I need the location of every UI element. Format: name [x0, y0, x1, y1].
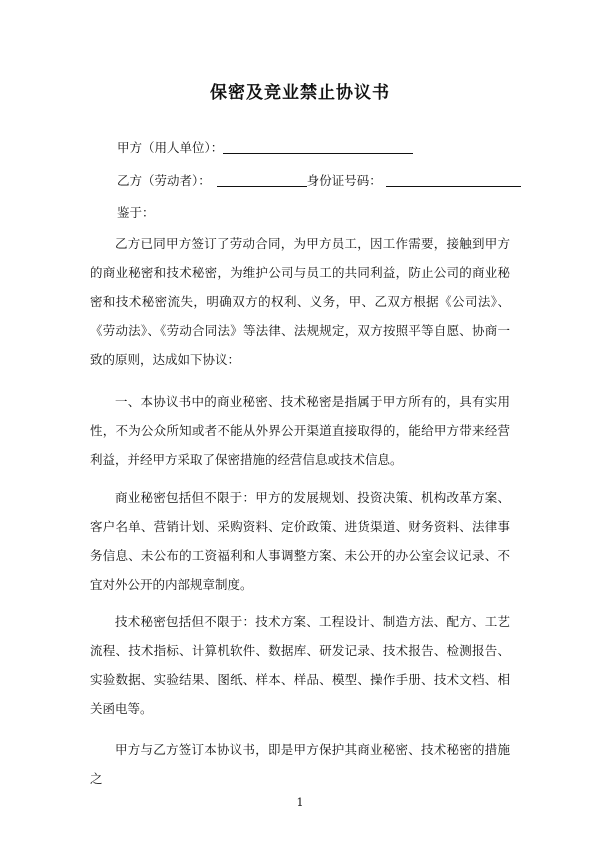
paragraph-business-secrets: 商业秘密包括但不限于：甲方的发展规划、投资决策、机构改革方案、客户名单、营销计划、采购资料、定价政策、进货渠道、财务资料、法律事务信息、未公布的工资福利和人事调整方案、未公开的办公室会议记录、不宜对外公开的内部规章制度。	[90, 490, 510, 592]
party-b-line	[117, 171, 521, 191]
whereas-label: 鉴于：	[117, 205, 155, 220]
party-a-label: 甲方（用人单位）：	[117, 140, 224, 155]
page-number: 1	[296, 796, 304, 809]
party-a-blank[interactable]	[223, 139, 413, 154]
party-a-line	[117, 138, 413, 158]
paragraph-technical-secrets: 技术秘密包括但不限于：技术方案、工程设计、制造方法、配方、工艺流程、技术指标、计算机软件、数据库、研发记录、技术报告、检测报告、实验数据、实验结果、图纸、样本、样品、模型、操作手册、技术文档、相关函电等。	[90, 614, 510, 716]
paragraph-intro: 乙方已同甲方签订了劳动合同，为甲方员工，因工作需要，接触到甲方的商业秘密和技术秘密，为维护公司与员工的共同利益，防止公司的商业秘密和技术秘密流失，明确双方的权利、义务，甲、乙双方根据《公司法》、《劳动法》、《劳动合同法》等法律、法规规定，双方按照平等自愿、协商一致的原则，达成如下协议：	[90, 236, 510, 367]
party-b-blank[interactable]	[217, 172, 307, 187]
id-label: 身份证号码：	[306, 173, 382, 188]
id-number-blank[interactable]	[386, 172, 521, 187]
paragraph-definition: 一、本协议书中的商业秘密、技术秘密是指属于甲方所有的，具有实用性，不为公众所知或者不能从外界公开渠道直接取得的，能给甲方带来经营利益，并经甲方采取了保密措施的经营信息或技术信息。	[90, 394, 510, 467]
party-b-label: 乙方（劳动者）：	[117, 173, 211, 188]
document-title: 保密及竞业禁止协议书	[210, 83, 390, 103]
paragraph-agreement-purpose: 甲方与乙方签订本协议书，即是甲方保护其商业秘密、技术秘密的措施之	[90, 742, 510, 786]
